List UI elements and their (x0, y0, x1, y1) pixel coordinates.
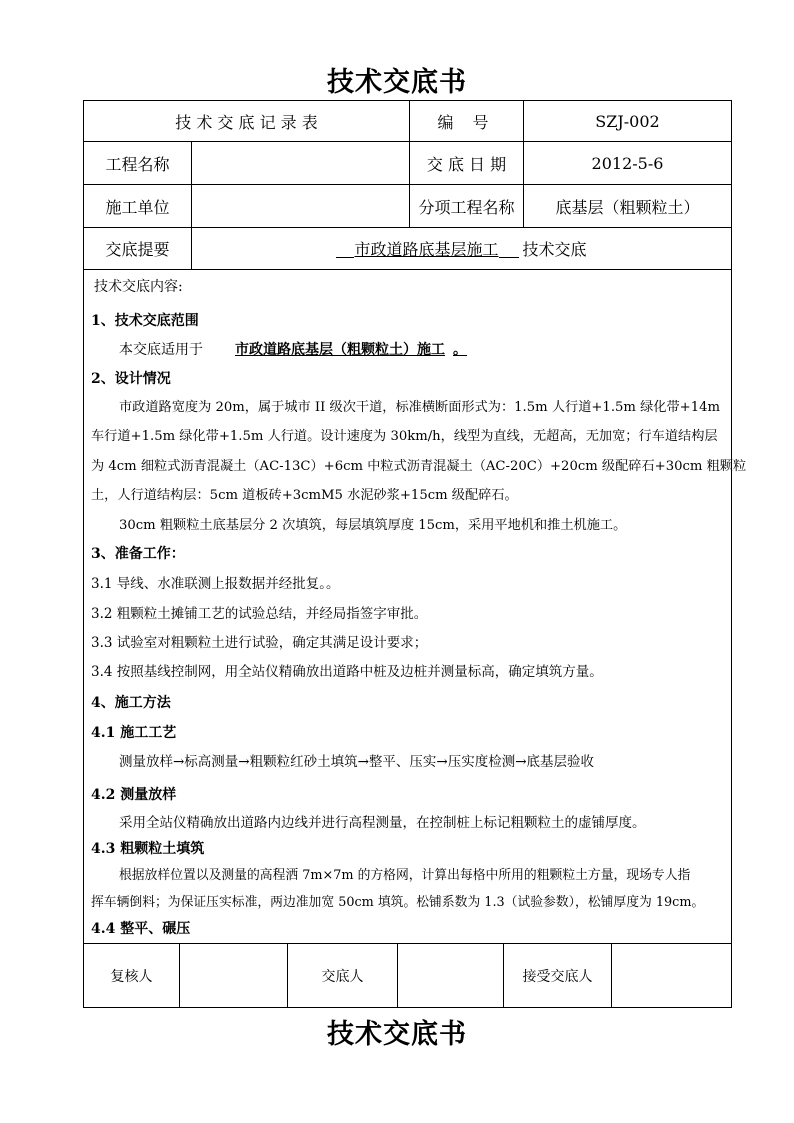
section-4-2-title: 4.2 测量放样 (91, 787, 177, 803)
reviewer-value (180, 944, 287, 1007)
section-1-scope: 市政道路底基层（粗颗粒土）施工 (235, 342, 445, 358)
section-2-title: 2、设计情况 (91, 371, 171, 387)
section-2-line: 为 4cm 细粒式沥青混凝土（AC-13C）+6cm 中粒式沥青混凝土（AC-20C）+20cm 级配碎石+30cm 粗颗粒 (91, 459, 747, 474)
date-label: 交 底 日 期 (426, 154, 507, 174)
document-title: 技术交底书 (327, 67, 467, 98)
section-4-4-title: 4.4 整平、碾压 (91, 921, 191, 937)
next-page-title: 技术交底书 (327, 1019, 467, 1050)
section-4-title: 4、施工方法 (91, 695, 171, 711)
discloser-value (398, 944, 503, 1007)
summary-underline-pad (499, 239, 519, 258)
receiver-value (612, 944, 731, 1007)
record-table-heading: 技 术 交 底 记 录 表 (175, 112, 318, 132)
section-3-item: 3.4 按照基线控制网，用全站仪精确放出道路中桩及边桩并测量标高，确定填筑方量。 (91, 664, 603, 680)
summary-suffix: 技术交底 (522, 240, 587, 259)
content-intro: 技术交底内容: (94, 279, 183, 295)
section-1-text (119, 339, 473, 359)
section-1-prefix: 本交底适用于 (119, 342, 203, 358)
summary-title: 市政道路底基层施工 (354, 240, 499, 259)
section-1-suffix: 。 (453, 342, 467, 358)
construction-unit-label: 施工单位 (105, 197, 170, 217)
section-2-line: 土，人行道结构层：5cm 道板砖+3cmM5 水泥砂浆+15cm 级配碎石。 (91, 488, 518, 503)
section-4-1-text: 测量放样→标高测量→粗颗粒红砂土填筑→整平、压实→压实度检测→底基层验收 (119, 754, 595, 770)
summary-value (192, 228, 731, 269)
section-4-2-text: 采用全站仪精确放出道路内边线并进行高程测量，在控制桩上标记粗颗粒土的虚铺厚度。 (119, 815, 646, 831)
summary-underline-pad (336, 239, 354, 258)
project-name-value (192, 142, 409, 184)
section-2-line: 市政道路宽度为 20m，属于城市 II 级次干道，标准横断面形式为：1.5m 人行道+1.5m 绿化带+14m (119, 400, 721, 415)
section-2-line: 车行道+1.5m 绿化带+1.5m 人行道。设计速度为 30km/h，线型为直线，无超高，无加宽；行车道结构层 (91, 429, 718, 444)
date-value: 2012-5-6 (591, 153, 664, 173)
summary-label: 交底提要 (105, 240, 170, 259)
section-3-title: 3、准备工作： (91, 546, 185, 562)
subitem-label: 分项工程名称 (418, 197, 515, 217)
project-name-label: 工程名称 (105, 154, 170, 174)
discloser-label: 交底人 (321, 968, 364, 985)
section-4-1-title: 4.1 施工工艺 (91, 725, 177, 741)
construction-unit-value (192, 185, 409, 227)
section-3-item: 3.3 试验室对粗颗粒土进行试验，确定其满足设计要求； (91, 635, 428, 651)
subitem-value: 底基层（粗颗粒土） (555, 197, 700, 217)
row-divider (84, 269, 731, 270)
section-3-item: 3.2 粗颗粒土摊铺工艺的试验总结，并经局指签字审批。 (91, 606, 428, 622)
number-label: 编 号 (437, 112, 496, 132)
section-4-3-line: 根据放样位置以及测量的高程洒 7m×7m 的方格网，计算出每格中所用的粗颗粒土方量，现场专人指 (119, 868, 691, 883)
section-1-title: 1、技术交底范围 (91, 313, 199, 329)
section-2-line: 30cm 粗颗粒土底基层分 2 次填筑，每层填筑厚度 15cm，采用平地机和推土机施工。 (119, 518, 627, 533)
reviewer-label: 复核人 (110, 968, 153, 985)
section-3-item: 3.1 导线、水准联测上报数据并经批复。。 (91, 576, 340, 592)
section-4-3-title: 4.3 粗颗粒土填筑 (91, 841, 205, 857)
section-4-3-line: 挥车辆倒料；为保证压实标准，两边准加宽 50cm 填筑。松铺系数为 1.3（试验参数），松铺厚度为 19cm。 (91, 895, 705, 910)
receiver-label: 接受交底人 (522, 968, 593, 985)
number-value: SZJ-002 (595, 111, 660, 131)
